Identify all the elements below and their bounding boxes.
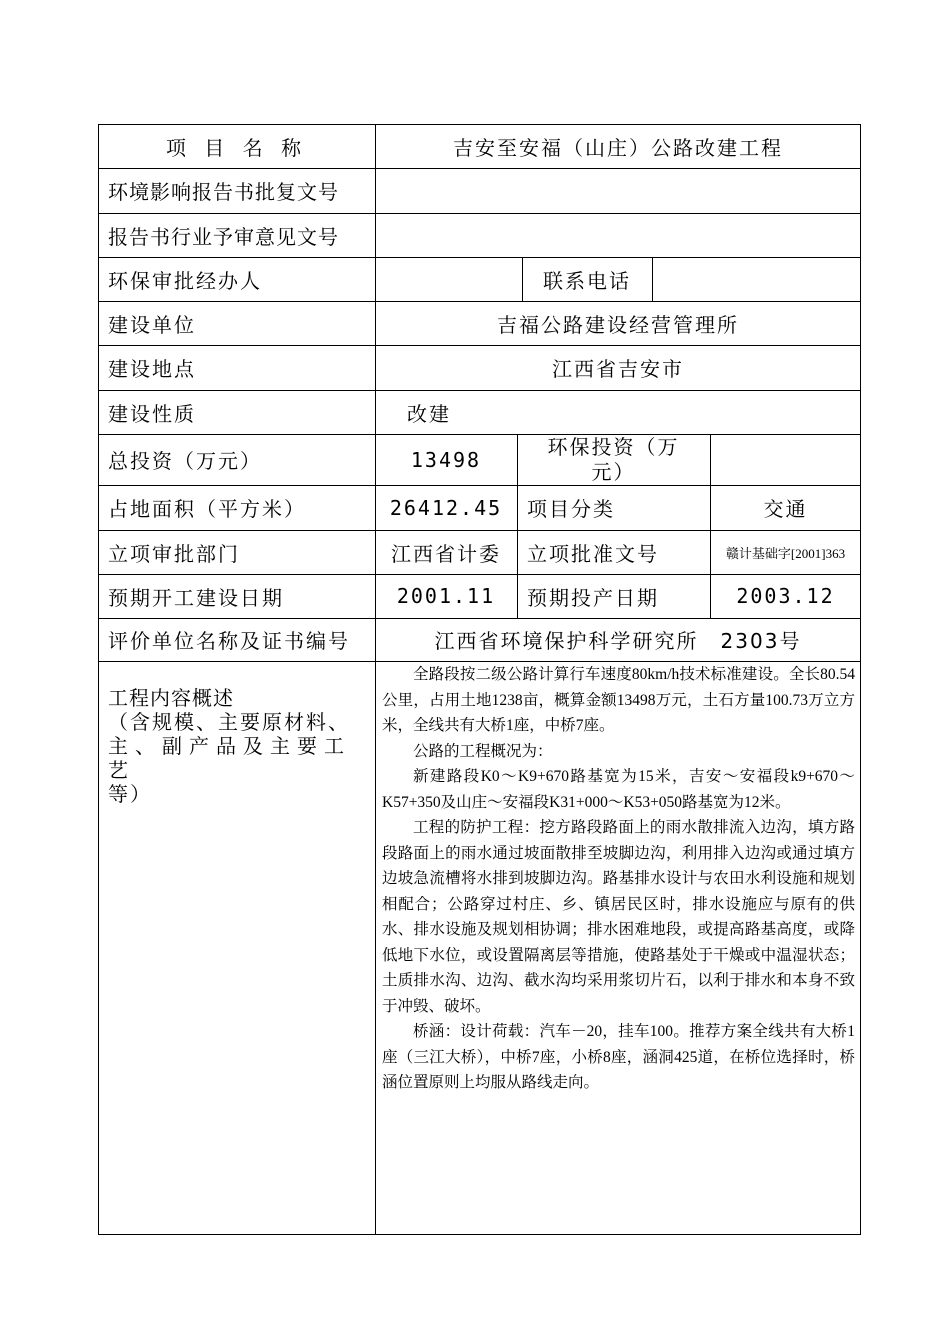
start-date-value: 2001.11 bbox=[396, 584, 496, 608]
description-paragraph: 新建路段K0～K9+670路基宽为15米，吉安～安福段k9+670～K57+350及山庄～安福段K31+000～K53+050路基宽为12米。 bbox=[382, 768, 855, 811]
description-label-line: （含规模、主要原材料、 bbox=[108, 710, 350, 734]
builder-label: 建设单位 bbox=[108, 312, 196, 337]
approval-dept-label: 立项审批部门 bbox=[108, 541, 240, 566]
industry-review-no-value bbox=[375, 213, 861, 257]
nature-value: 改建 bbox=[407, 401, 451, 426]
description-paragraph: 全路段按二级公路计算行车速度80km/h技术标准建设。全长80.54公里，占用土地1238亩，概算金额13498万元，土石方量100.73万立方米，全线共有大桥1座，中桥7座。 bbox=[382, 666, 855, 734]
start-date-label: 预期开工建设日期 bbox=[108, 585, 284, 610]
contact-phone-label: 联系电话 bbox=[543, 268, 631, 293]
approval-handler-label: 环保审批经办人 bbox=[108, 268, 262, 293]
builder-value: 吉福公路建设经营管理所 bbox=[497, 312, 739, 337]
project-name-label: 项 目 名 称 bbox=[165, 135, 308, 160]
assessor-label: 评价单位名称及证书编号 bbox=[108, 629, 350, 653]
location-label: 建设地点 bbox=[108, 357, 196, 381]
approval-dept-value: 江西省计委 bbox=[391, 541, 501, 566]
category-value: 交通 bbox=[763, 497, 808, 521]
description-label-line: 等） bbox=[108, 782, 152, 806]
land-area-label: 占地面积（平方米） bbox=[108, 497, 306, 521]
nature-label: 建设性质 bbox=[108, 401, 196, 426]
assessor-value: 江西省环境保护科学研究所 2303号 bbox=[434, 629, 802, 653]
project-name-value: 吉安至安福（山庄）公路改建工程 bbox=[453, 135, 783, 160]
env-investment-label: 环保投资（万元） bbox=[547, 434, 680, 484]
description-content bbox=[382, 662, 855, 1096]
description-label-line: 工程内容概述 bbox=[108, 686, 234, 710]
description-paragraph: 工程的防护工程：挖方路段路面上的雨水散排流入边沟，填方路段路面上的雨水通过坡面散排至坡脚边沟，利用排入边沟或通过填方边坡急流槽将水排到坡脚边沟。路基排水设计与农田水利设施和规划相配合；公路穿过村庄、乡、镇居民区时，排水设施应与原有的供水、排水设施及规划相协调；排水困难地段，或提高路基高度，或降低地下水位，或设置隔离层等措施，使路基处于干燥或中温湿状态；土质排水沟、边沟、截水沟均采用浆切片石，以利于排水和本身不致于冲毁、破坏。 bbox=[382, 819, 855, 1015]
description-paragraph: 桥涵：设计荷载：汽车－20，挂车100。推荐方案全线共有大桥1座（三江大桥），中桥7座，小桥8座，涵洞425道，在桥位选择时，桥涵位置原则上均服从路线走向。 bbox=[382, 1023, 855, 1091]
eia-approval-no-value bbox=[375, 168, 861, 213]
total-investment-label: 总投资（万元） bbox=[108, 449, 262, 473]
eia-approval-no-label: 环境影响报告书批复文号 bbox=[108, 180, 339, 204]
approval-handler-value bbox=[375, 257, 522, 301]
description-paragraph: 公路的工程概况为： bbox=[413, 742, 553, 760]
operation-date-value: 2003.12 bbox=[736, 584, 835, 608]
env-investment-value bbox=[710, 434, 861, 485]
total-investment-value: 13498 bbox=[410, 447, 482, 472]
description-label-line: 主、副产品及主要工艺 bbox=[108, 734, 351, 782]
description-label bbox=[108, 686, 370, 806]
location-value: 江西省吉安市 bbox=[552, 357, 684, 381]
approval-doc-value: 赣计基础字[2001]363 bbox=[725, 545, 846, 561]
industry-review-no-label: 报告书行业予审意见文号 bbox=[108, 224, 339, 249]
contact-phone-value bbox=[652, 257, 861, 301]
operation-date-label: 预期投产日期 bbox=[527, 585, 659, 610]
approval-doc-label: 立项批准文号 bbox=[527, 541, 659, 566]
land-area-value: 26412.45 bbox=[389, 495, 503, 520]
category-label: 项目分类 bbox=[527, 497, 615, 521]
